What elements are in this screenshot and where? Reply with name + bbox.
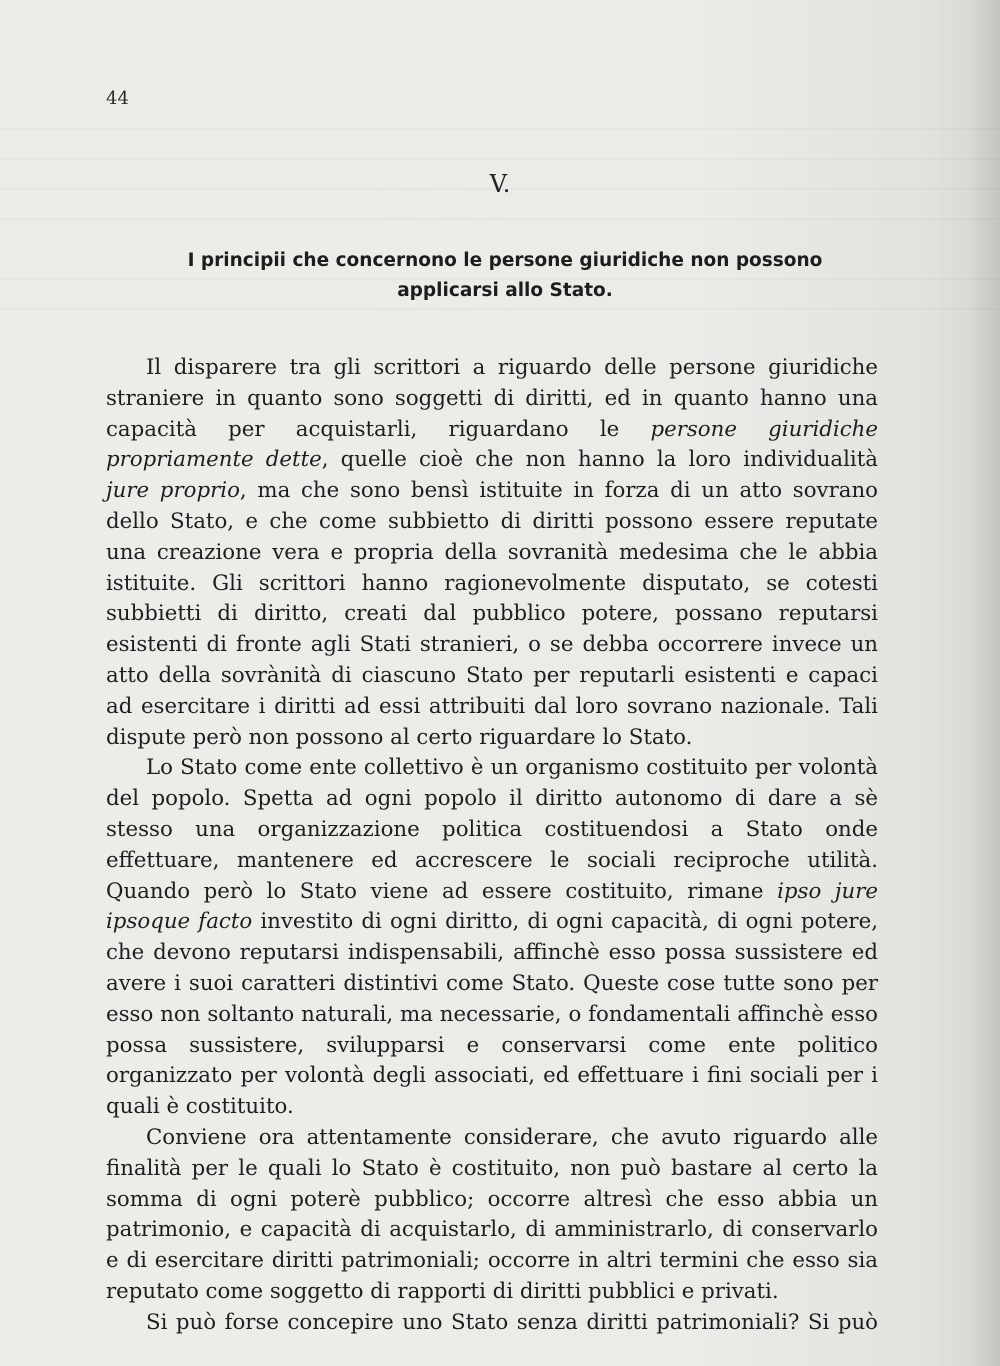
page-edge-shadow: [966, 0, 1000, 1366]
text-run: Lo Stato come ente collettivo è un organismo costituito per volontà del popolo. Spetta ad ogni popolo il diritto autonomo di dare a sè stesso una organizzazione politica costituendosi a Stato onde effettuare, mantenere ed accrescere le sociali reciproche utilità. Quando però lo Stato viene ad essere costituito, rimane: [106, 755, 878, 904]
bleed-through-line: [0, 218, 1000, 220]
text-run: Si può forse concepire uno Stato senza diritti patrimoniali? Si può: [146, 1309, 878, 1335]
text-run: , ma che sono bensì istituite in forza di un atto sovrano dello Stato, e che come subbietto di diritti possono essere reputate una creazione vera e propria della sovranità medesima che le abbia istituite. Gli scrittori hanno ragionevolmente disputato, se cotesti subbietti di diritto, creati dal pubblico potere, possano reputarsi esistenti di fronte agli Stati stranieri, o se debba occorrere invece un atto della sovrànità di ciascuno Stato per reputarli esistenti e capaci ad esercitare i diritti ad essi attribuiti dal loro sovrano nazionale. Tali dispute però non possono al certo riguardare lo Stato.: [106, 478, 878, 750]
italic-run: ipso jure ipsoque facto: [106, 878, 879, 935]
paragraph: [106, 1308, 878, 1339]
text-run: , quelle cioè che non hanno la loro individualità: [321, 447, 878, 473]
bleed-through-line: [0, 158, 1000, 160]
text-run: investito di ogni diritto, di ogni capacità, di ogni potere, che devono reputarsi indispensabili, affinchè esso possa sussistere ed avere i suoi caratteri distintivi come Stato. Queste cose tutte sono per esso non soltanto naturali, ma necessarie, o fondamentali affinchè esso possa sussistere, svilupparsi e conservarsi come ente politico organizzato per volontà degli associati, ed effettuare i fini sociali per i quali è costituito.: [106, 909, 878, 1120]
paragraph: [106, 1123, 878, 1308]
paragraph: [106, 353, 878, 753]
page-number: 44: [106, 88, 129, 109]
text-run: Il disparere tra gli scrittori a riguardo delle persone giuridiche straniere in quanto sono soggetti di diritti, ed in quanto hanno una capacità per acquistarli, riguardano le: [106, 355, 878, 442]
text-run: Conviene ora attentamente considerare, che avuto riguardo alle finalità per le quali lo Stato è costituito, non può bastare al certo la somma di ogni poterè pubblico; occorre altresì che esso abbia un patrimonio, e capacità di acquistarlo, di amministrarlo, di conservarlo e di esercitare diritti patrimoniali; occorre in altri termini che esso sia reputato come soggetto di rapporti di diritti pubblici e privati.: [106, 1124, 878, 1304]
bleed-through-line: [0, 308, 1000, 310]
bleed-through-line: [0, 128, 1000, 130]
italic-run: persone giuridiche propriamente dette: [106, 416, 878, 473]
paragraph: [106, 753, 878, 1123]
italic-run: jure proprio: [106, 478, 240, 504]
section-title: I principii che concernono le persone giuridiche non possono applicarsi allo Stato.: [187, 250, 823, 301]
body-text: [106, 353, 878, 1339]
section-numeral: V.: [489, 170, 511, 198]
